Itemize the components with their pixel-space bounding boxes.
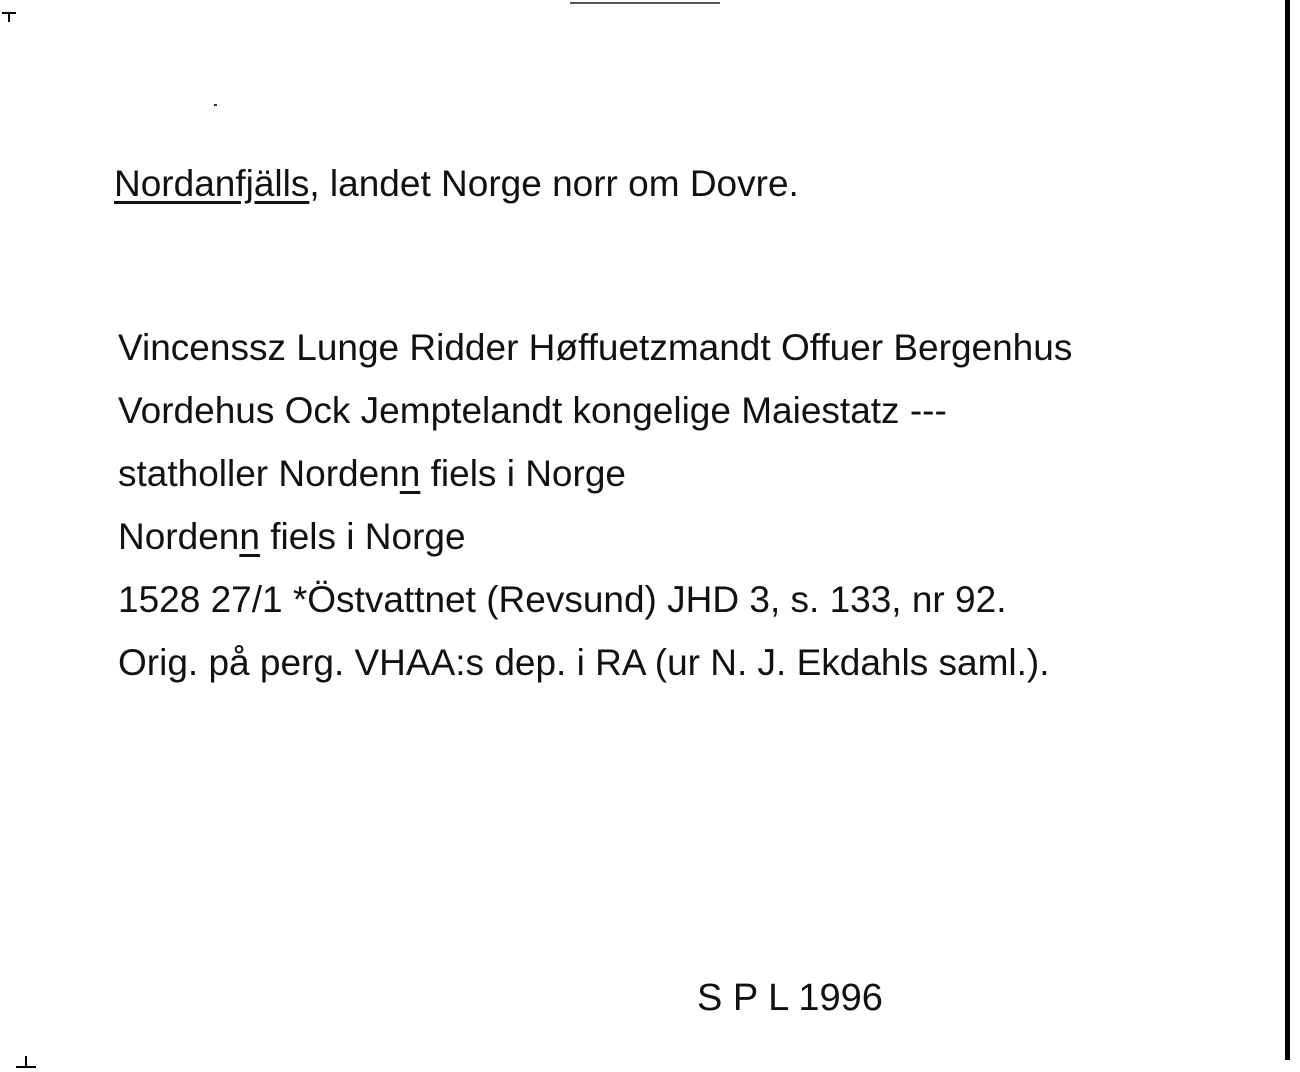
headword-definition: , landet Norge norr om Dovre.	[309, 163, 799, 204]
citation-line-1: Vincenssz Lunge Ridder Høffuetzmandt Offuer Bergenhus	[118, 327, 1073, 368]
citation-line-3-start: statholler Norden	[118, 453, 400, 494]
headword-line	[114, 160, 799, 208]
corner-mark-top-left	[2, 12, 16, 26]
citation-line-2: Vordehus Ock Jemptelandt kongelige Maiestatz ---	[118, 390, 947, 431]
corner-mark-bottom-left	[16, 1056, 30, 1070]
citation-line-4	[118, 505, 1072, 568]
scan-speck	[214, 104, 217, 106]
citation-line-4-start: Norden	[118, 516, 240, 557]
citation-line-4-underlined-letter: n	[239, 516, 260, 557]
citation-line-3-end: fiels i Norge	[420, 453, 626, 494]
citation-line-3	[118, 442, 1072, 505]
signature: S P L 1996	[697, 977, 883, 1019]
scan-mark-top	[570, 2, 720, 4]
headword: Nordanfjälls	[114, 163, 310, 204]
citation-line-5: 1528 27/1 *Östvattnet (Revsund) JHD 3, s. 133, nr 92.	[118, 579, 1007, 620]
citation-block	[118, 316, 1072, 694]
citation-line-3-underlined-letter: n	[399, 453, 421, 494]
card-edge-right	[1285, 0, 1290, 1060]
citation-line-6: Orig. på perg. VHAA:s dep. i RA (ur N. J. Ekdahls saml.).	[118, 642, 1050, 683]
citation-line-4-end: fiels i Norge	[259, 516, 466, 557]
